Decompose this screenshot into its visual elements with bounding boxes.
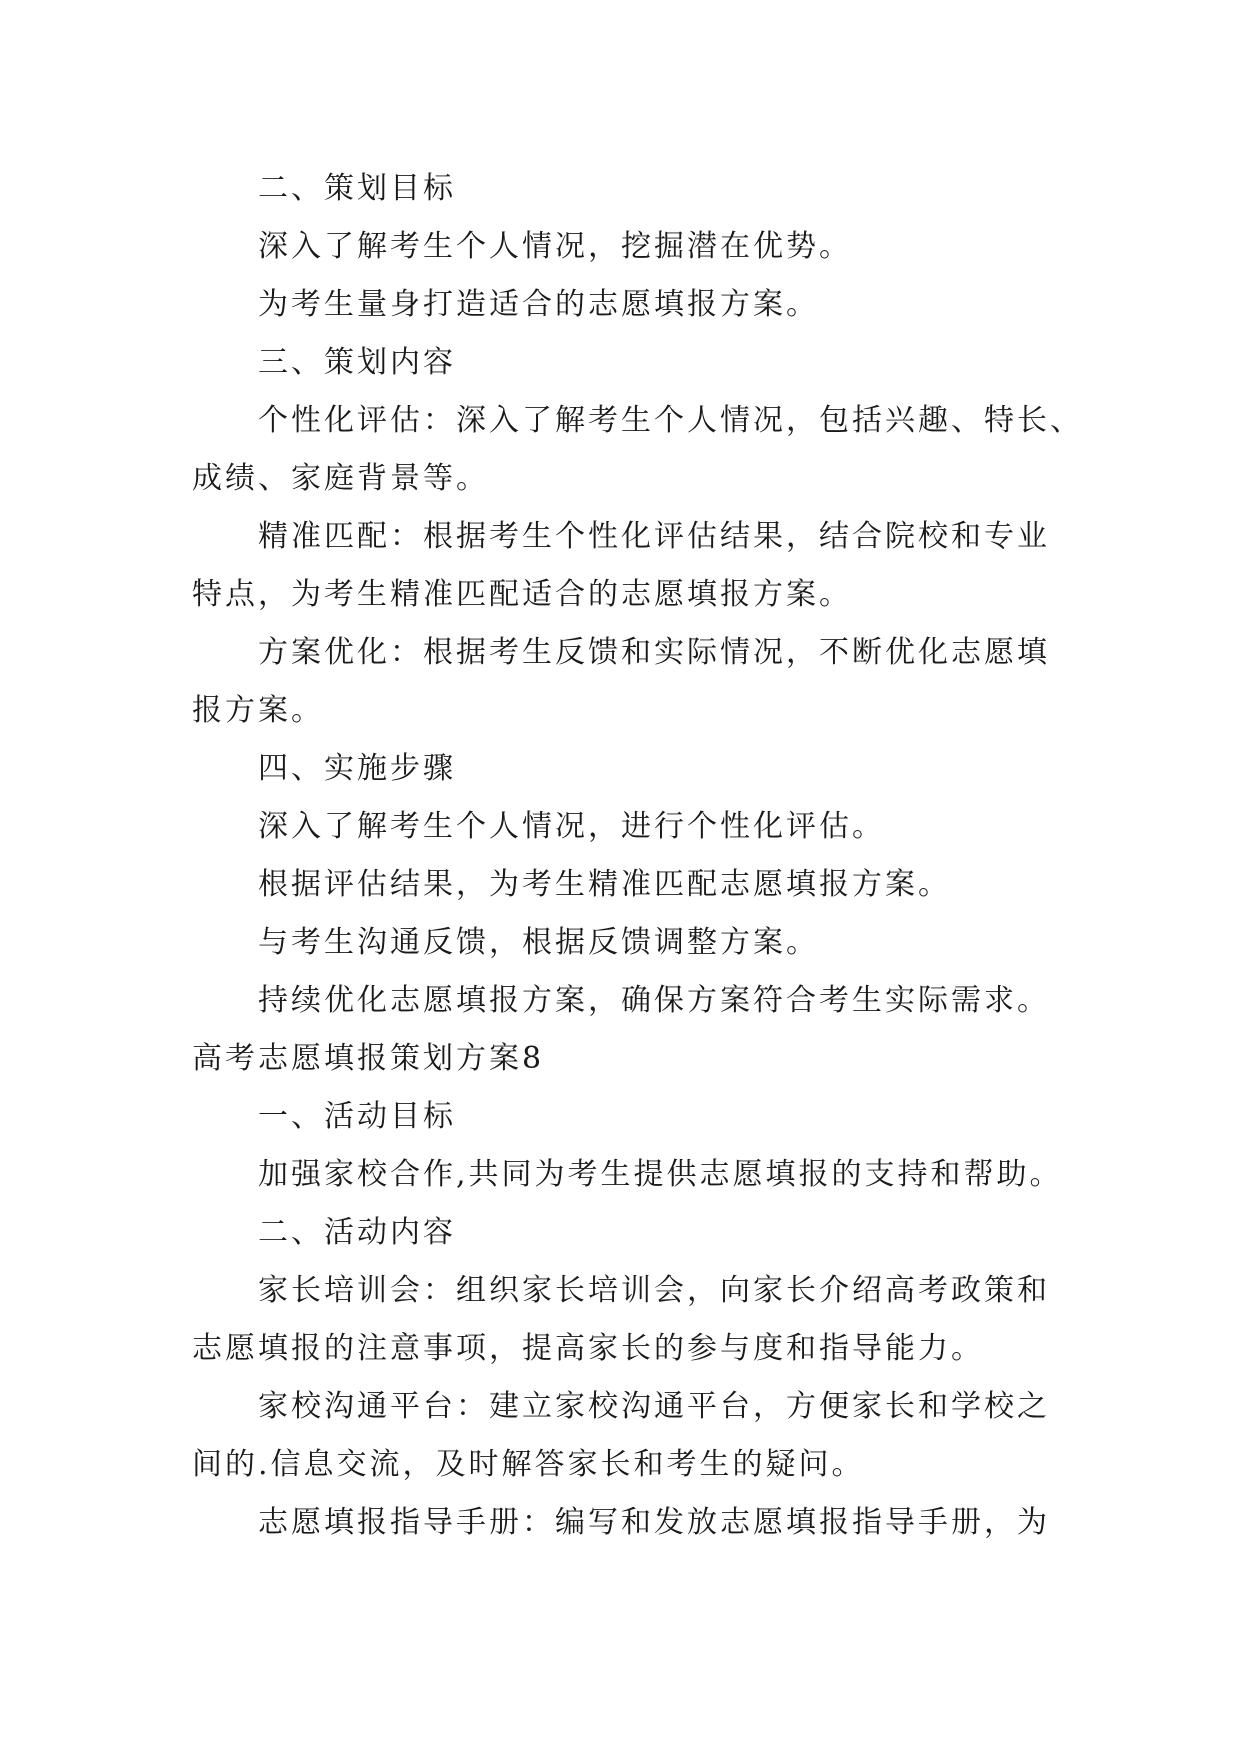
- paragraph-line: 精准匹配：根据考生个性化评估结果，结合院校和专业: [258, 519, 1050, 554]
- paragraph-line: 为考生量身打造适合的志愿填报方案。: [258, 287, 819, 322]
- paragraph-line: 深入了解考生个人情况，挖掘潜在优势。: [258, 229, 852, 264]
- paragraph-line: 个性化评估：深入了解考生个人情况，包括兴趣、特长、: [258, 403, 1083, 438]
- paragraph-line: 根据评估结果，为考生精准匹配志愿填报方案。: [258, 867, 951, 902]
- paragraph-line: 报方案。: [192, 693, 324, 728]
- paragraph-line: 成绩、家庭背景等。: [192, 461, 489, 496]
- paragraph-line: 间的.信息交流，及时解答家长和考生的疑问。: [192, 1447, 865, 1482]
- section-heading-implementation-steps: 四、实施步骤: [258, 751, 456, 786]
- paragraph-line: 家长培训会：组织家长培训会，向家长介绍高考政策和: [258, 1273, 1050, 1308]
- paragraph-line: 志愿填报指导手册：编写和发放志愿填报指导手册，为: [258, 1505, 1050, 1540]
- paragraph-line: 特点，为考生精准匹配适合的志愿填报方案。: [192, 577, 852, 612]
- paragraph-line: 方案优化：根据考生反馈和实际情况，不断优化志愿填: [258, 635, 1050, 670]
- section-heading-activity-content: 二、活动内容: [258, 1215, 456, 1250]
- document-title-plan-8: 高考志愿填报策划方案8: [192, 1041, 545, 1076]
- paragraph-line: 加强家校合作,共同为考生提供志愿填报的支持和帮助。: [258, 1157, 1063, 1192]
- section-heading-activity-goals: 一、活动目标: [258, 1099, 456, 1134]
- paragraph-line: 持续优化志愿填报方案，确保方案符合考生实际需求。: [258, 983, 1050, 1018]
- paragraph-line: 深入了解考生个人情况，进行个性化评估。: [258, 809, 885, 844]
- paragraph-line: 志愿填报的注意事项，提高家长的参与度和指导能力。: [192, 1331, 984, 1366]
- paragraph-line: 家校沟通平台：建立家校沟通平台，方便家长和学校之: [258, 1389, 1050, 1424]
- section-heading-planning-content: 三、策划内容: [258, 345, 456, 380]
- section-heading-planning-goals: 二、策划目标: [258, 171, 456, 206]
- paragraph-line: 与考生沟通反馈，根据反馈调整方案。: [258, 925, 819, 960]
